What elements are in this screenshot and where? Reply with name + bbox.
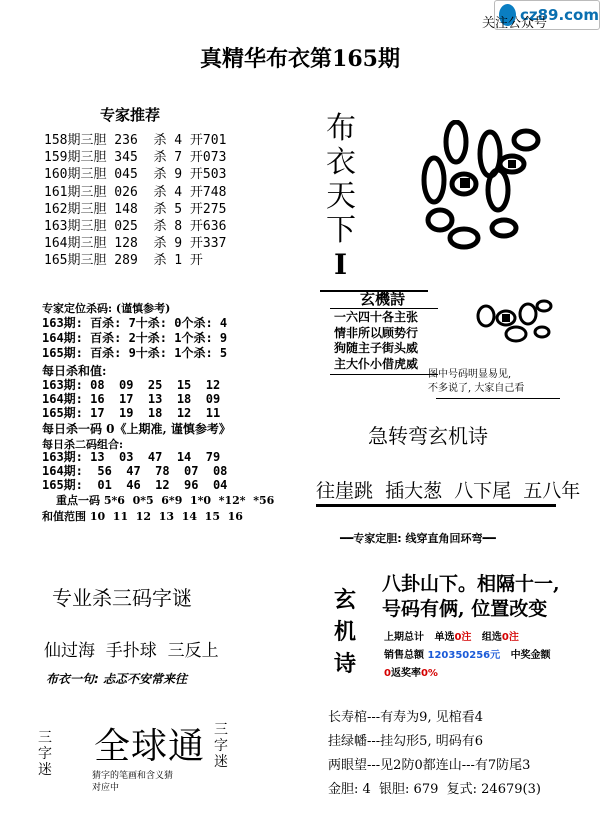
ring-shape	[502, 314, 510, 322]
hezhi-row: 165期: 17 19 18 12 11	[42, 406, 221, 420]
hezhi-row: 163期: 08 09 25 15 12	[42, 378, 221, 392]
zimi-right-side: 三字迷	[214, 722, 228, 770]
zimi-line1: 仙过海 手扑球 三反上	[44, 641, 219, 661]
ring-shape	[535, 327, 549, 337]
ring-shape	[450, 229, 478, 247]
xuanji-main	[382, 572, 560, 622]
ring-shape	[506, 327, 526, 341]
ring-shape	[508, 160, 516, 168]
dingwei-row: 164期: 百杀: 2十杀: 1个杀: 9	[42, 331, 228, 345]
bottom-line: 金胆: 4 银胆: 679 复式: 24679(3)	[328, 782, 541, 797]
stats-value: 0注	[501, 632, 519, 643]
poem-lines	[334, 310, 418, 372]
expert-row: 162期三胆 148 杀 5 开275	[44, 201, 227, 217]
hezhi-heading: 每日杀和值:	[42, 364, 107, 378]
follow-text: 关注公众号	[482, 16, 548, 31]
dingdan-text: 专家定胆: 线穿直角回环弯	[353, 532, 483, 545]
zimi-title: 专业杀三码字谜	[52, 586, 192, 610]
xuanji-main-line: 号码有俩, 位置改变	[382, 598, 548, 620]
zimi-note-line: 对应中	[92, 783, 120, 793]
expert-row: 161期三胆 026 杀 4 开748	[44, 184, 227, 200]
bottom-line: 挂绿幡---挂勾形5, 明码有6	[328, 734, 483, 749]
divider	[330, 308, 438, 309]
stats-label: 组选	[481, 632, 502, 643]
stats-label: 销售总额	[384, 650, 424, 661]
zimi-note	[92, 770, 173, 794]
expert-row: 159期三胆 345 杀 7 开073	[44, 150, 227, 166]
erma-row: 165期: 01 46 12 96 04	[42, 478, 228, 492]
ring-shape	[492, 220, 516, 236]
zimi-line2: 布衣一句: 忐忑不安常来往	[46, 672, 187, 686]
bottom-line: 长寿棺---有寿为9, 见棺看4	[328, 710, 483, 725]
xuanji-stats-2	[384, 646, 551, 661]
ring-shape	[537, 301, 551, 311]
site-name: cz89.com	[519, 6, 599, 24]
stats-label: 上期总计	[384, 632, 424, 643]
brand-vertical: 布衣天下	[326, 111, 356, 248]
poem-line: 一六四十各主张	[334, 310, 419, 324]
divider	[330, 374, 438, 375]
ring-shape	[478, 306, 494, 326]
zhongdian-row	[56, 492, 274, 508]
ring-shape	[424, 158, 444, 202]
dingdan-row: ━━专家定胆: 线穿直角回环弯━━	[340, 532, 496, 545]
ring-shape	[446, 122, 466, 162]
erma-heading: 每日杀二码组合:	[42, 438, 124, 451]
ring-shape	[488, 170, 508, 210]
xuanji-main-line: 八卦山下。相隔十一,	[382, 573, 560, 595]
ring-illustration	[400, 120, 560, 260]
stats-label: 中奖金额	[510, 650, 551, 661]
stats-value: 120350256元	[427, 650, 501, 661]
stats-label: 返奖率	[390, 668, 421, 679]
bottom-lines	[328, 706, 541, 802]
jizhuan-title: 急转弯玄机诗	[368, 424, 488, 448]
hezhi-range-label: 和值范围	[42, 510, 86, 523]
poem-line: 主大仆小借虎威	[334, 356, 419, 371]
hezhi-list	[42, 378, 220, 420]
poem-line: 狗随主子街头威	[334, 341, 419, 355]
expert-row: 163期三胆 025 杀 8 开636	[44, 219, 227, 235]
stats-label: 单选	[434, 632, 455, 643]
xuanji-vertical: 玄机诗	[334, 587, 357, 677]
dingwei-row: 165期: 百杀: 9十杀: 1个杀: 5	[42, 346, 228, 360]
page-title: 真精华布衣第165期	[200, 46, 400, 72]
stats-value: 0	[384, 668, 391, 679]
poem-title: 玄機詩	[360, 290, 406, 308]
erma-row: 164期: 56 47 78 07 08	[42, 464, 228, 478]
xuanji-stats-3	[384, 664, 438, 679]
poem-caption	[428, 368, 524, 396]
zimi-note-line: 猜字的笔画和含义猜	[92, 771, 174, 781]
zimi-center: 全球通	[94, 726, 206, 767]
poem-caption-line: 不多说了, 大家自己看	[428, 383, 525, 394]
stats-value: 0注	[454, 632, 472, 643]
hezhi-range-row	[42, 508, 243, 524]
erma-list	[42, 450, 227, 492]
expert-row: 160期三胆 045 杀 9 开503	[44, 167, 227, 183]
ring-shape	[428, 210, 452, 230]
bottom-line: 两眼望---见2防0都连山---有7防尾3	[328, 758, 531, 773]
zhongdian-label: 重点一码	[56, 494, 100, 507]
divider	[436, 398, 560, 399]
ring-illustration-small	[470, 296, 560, 356]
divider	[316, 504, 556, 507]
ring-shape	[514, 131, 538, 149]
expert-row: 165期三胆 289 杀 1 开	[44, 253, 203, 269]
expert-heading: 专家推荐	[100, 106, 161, 124]
erma-row: 163期: 13 03 47 14 79	[42, 450, 221, 464]
poem-caption-line: 图中号码明显易见,	[428, 369, 512, 380]
dingwei-heading: 专家定位杀码: (谨慎参考)	[42, 302, 171, 315]
poem-line: 情非所以顾势行	[334, 325, 419, 340]
hezhi-range-values: 10 11 12 13 14 15 16	[89, 510, 243, 523]
brand-numeral: I	[334, 248, 348, 281]
ring-shape	[520, 304, 536, 324]
expert-row: 158期三胆 236 杀 4 开701	[44, 133, 227, 148]
ring-shape	[460, 178, 470, 188]
dingwei-row: 163期: 百杀: 7十杀: 0个杀: 4	[42, 316, 228, 330]
expert-row: 164期三胆 128 杀 9 开337	[44, 236, 227, 252]
hezhi-row: 164期: 16 17 13 18 09	[42, 392, 221, 406]
xuanji-stats-1	[384, 628, 519, 643]
shayima-heading: 每日杀一码 0《上期准, 谨慎参考》	[42, 422, 231, 436]
zimi-left-side: 三字迷	[38, 730, 52, 778]
jizhuan-phrase: 往崖跳 插大葱 八下尾 五八年	[316, 480, 581, 502]
stats-value: 0%	[420, 668, 438, 679]
expert-list	[44, 132, 226, 270]
zhongdian-values: 5*6 0*5 6*9 1*0 *12* *56	[103, 494, 275, 507]
dingwei-list	[42, 316, 227, 361]
